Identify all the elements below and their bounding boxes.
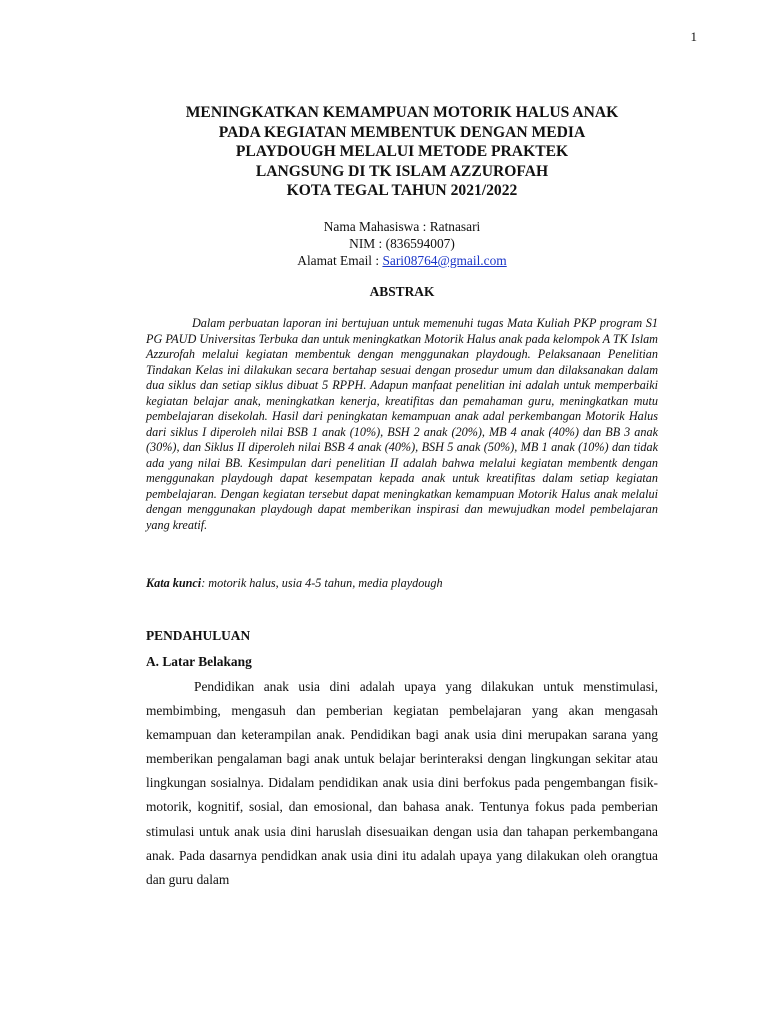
keywords: [146, 576, 658, 591]
email-link[interactable]: Sari08764@gmail.com: [382, 253, 507, 268]
section-heading: PENDAHULUAN: [146, 628, 251, 643]
author-nim: NIM : (836594007): [349, 236, 455, 251]
abstract-heading: ABSTRAK: [369, 284, 435, 299]
body-paragraph: Pendidikan anak usia dini adalah upaya yang dilakukan untuk menstimulasi, membimbing, mengasuh dan pemberian kegiatan pembelajaran yang akan mengasah kemampuan dan keterampilan anak. Pendidikan bagi anak usia dini merupakan sarana yang memberikan pengalaman bagi anak untuk belajar berinteraksi dengan lingkungan sekitar atau lingkungan sosialnya. Didalam pendidikan anak usia dini berfokus pada pengembangan fisik-motorik, kognitif, sosial, dan emosional, dan bahasa anak. Tentunya fokus pada pemberian stimulasi untuk anak usia dini haruslah disesuaikan dengan usia dan tahapan perkembangana anak. Pada dasarnya pendidkan anak usia dini itu adalah upaya yang dilakukan oleh orangtua dan guru dalam: [146, 679, 658, 887]
title-line: PLAYDOUGH MELALUI METODE PRAKTEK: [235, 143, 569, 160]
author-info: [146, 218, 658, 269]
subsection-heading: A. Latar Belakang: [146, 654, 252, 669]
title-line: LANGSUNG DI TK ISLAM AZZUROFAH: [255, 162, 549, 180]
title-line: KOTA TEGAL TAHUN 2021/2022: [286, 182, 518, 199]
keywords-label: Kata kunci: [146, 576, 202, 590]
title-line: PADA KEGIATAN MEMBENTUK DENGAN MEDIA: [218, 123, 586, 141]
document-title: [130, 103, 674, 201]
keywords-text: : motorik halus, usia 4-5 tahun, media playdough: [201, 576, 443, 590]
author-name: Nama Mahasiswa : Ratnasari: [323, 219, 481, 234]
page-number: 1: [690, 29, 697, 44]
title-line: MENINGKATKAN KEMAMPUAN MOTORIK HALUS ANAK: [185, 104, 619, 121]
abstract-body: Dalam perbuatan laporan ini bertujuan untuk memenuhi tugas Mata Kuliah PKP program S1 PG PAUD Universitas Terbuka dan untuk meningkatkan Motorik Halus anak pada kelompok A TK Islam Azzurofah melalui kegiatan membentuk dengan menggunakan playdough. Pelaksanaan Penelitian Tindakan Kelas ini dilakukan secara bertahap sesuai dengan prosedur umum dan dilaksanakan dalam dua siklus dan setiap siklus dibuat 5 RPPH. Adapun manfaat penelitian ini adalah untuk memperbaiki kegiatan belajar anak, meningkatkan kenerja, kreatifitas dan pemahaman guru, meningkatkan mutu pembelajaran disekolah. Hasil dari peningkatan kemampuan anak adal perkembangan Motorik Halus dari siklus I diperoleh nilai BSB 1 anak (10%), BSH 2 anak (20%), MB 4 anak (40%) dan BB 3 anak (30%), dan Siklus II diperoleh nilai BSB 4 anak (40%), BSH 5 anak (50%), MB 1 anak (10%) dan tidak ada yang nilai BB. Kesimpulan dari penelitian II adalah bahwa melalui kegiatan membentk dengan menggunakan playdough dapat kesempatan kepada anak untuk kreatifitas dalam setiap kegiatan pembelajaran. Dengan kegiatan tersebut dapat meningkatkan kemampuan Motorik Halus anak melalui dengan menggunakan playdough dapat memberikan inspirasi dan mewujudkan model pembelajaran yang kreatif.: [146, 316, 658, 532]
author-email-line: [146, 252, 658, 269]
email-label: Alamat Email :: [297, 253, 383, 268]
